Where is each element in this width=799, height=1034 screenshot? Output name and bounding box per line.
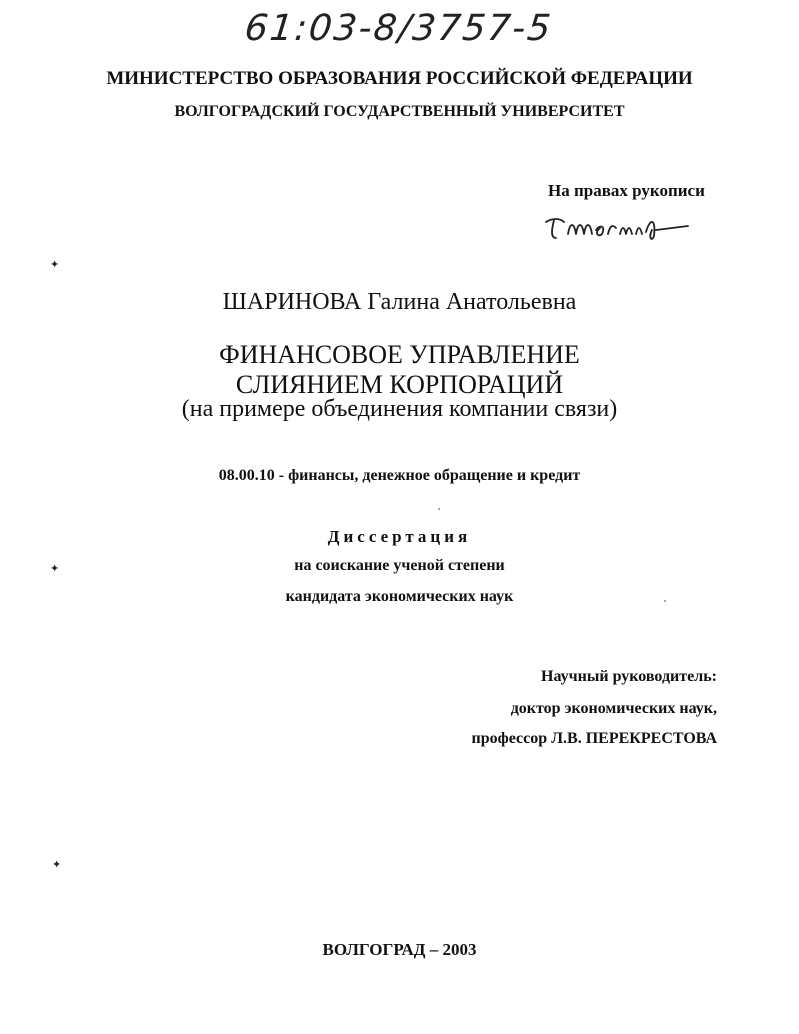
- author-name: ШАРИНОВА Галина Анатольевна: [222, 289, 577, 315]
- scan-speck: ✦: [50, 258, 60, 271]
- supervisor-name: профессор Л.В. ПЕРЕКРЕСТОВА: [471, 730, 717, 747]
- supervisor-degree: доктор экономических наук,: [510, 700, 717, 717]
- title-line-2: СЛИЯНИЕМ КОРПОРАЦИЙ: [235, 370, 564, 399]
- author-signature: [538, 208, 698, 253]
- scan-dot: [664, 600, 666, 602]
- city-year: ВОЛГОГРАД – 2003: [322, 940, 477, 959]
- scan-dot: [438, 508, 440, 510]
- scan-speck: ✦: [52, 858, 62, 871]
- scan-speck: ✦: [50, 562, 60, 575]
- signature-graphic: [538, 208, 698, 248]
- dissertation-subtitle: (на примере объединения компании связи): [181, 396, 618, 422]
- specialty-code: 08.00.10 - финансы, денежное обращение и кредит: [218, 467, 581, 484]
- dissertation-label: Диссертация: [327, 527, 472, 546]
- degree-line-2: кандидата экономических наук: [285, 588, 514, 605]
- manuscript-rights-note: На правах рукописи: [548, 181, 705, 200]
- ministry-heading: МИНИСТЕРСТВО ОБРАЗОВАНИЯ РОССИЙСКОЙ ФЕДЕРАЦИИ: [106, 68, 693, 89]
- title-line-1: ФИНАНСОВОЕ УПРАВЛЕНИЕ: [219, 340, 580, 369]
- degree-line-1: на соискание ученой степени: [294, 557, 505, 574]
- catalog-number: 61:03-8/3757-5: [242, 8, 555, 49]
- dissertation-title: [0, 340, 799, 400]
- university-heading: ВОЛГОГРАДСКИЙ ГОСУДАРСТВЕННЫЙ УНИВЕРСИТЕТ: [174, 103, 625, 120]
- supervisor-label: Научный руководитель:: [541, 668, 717, 685]
